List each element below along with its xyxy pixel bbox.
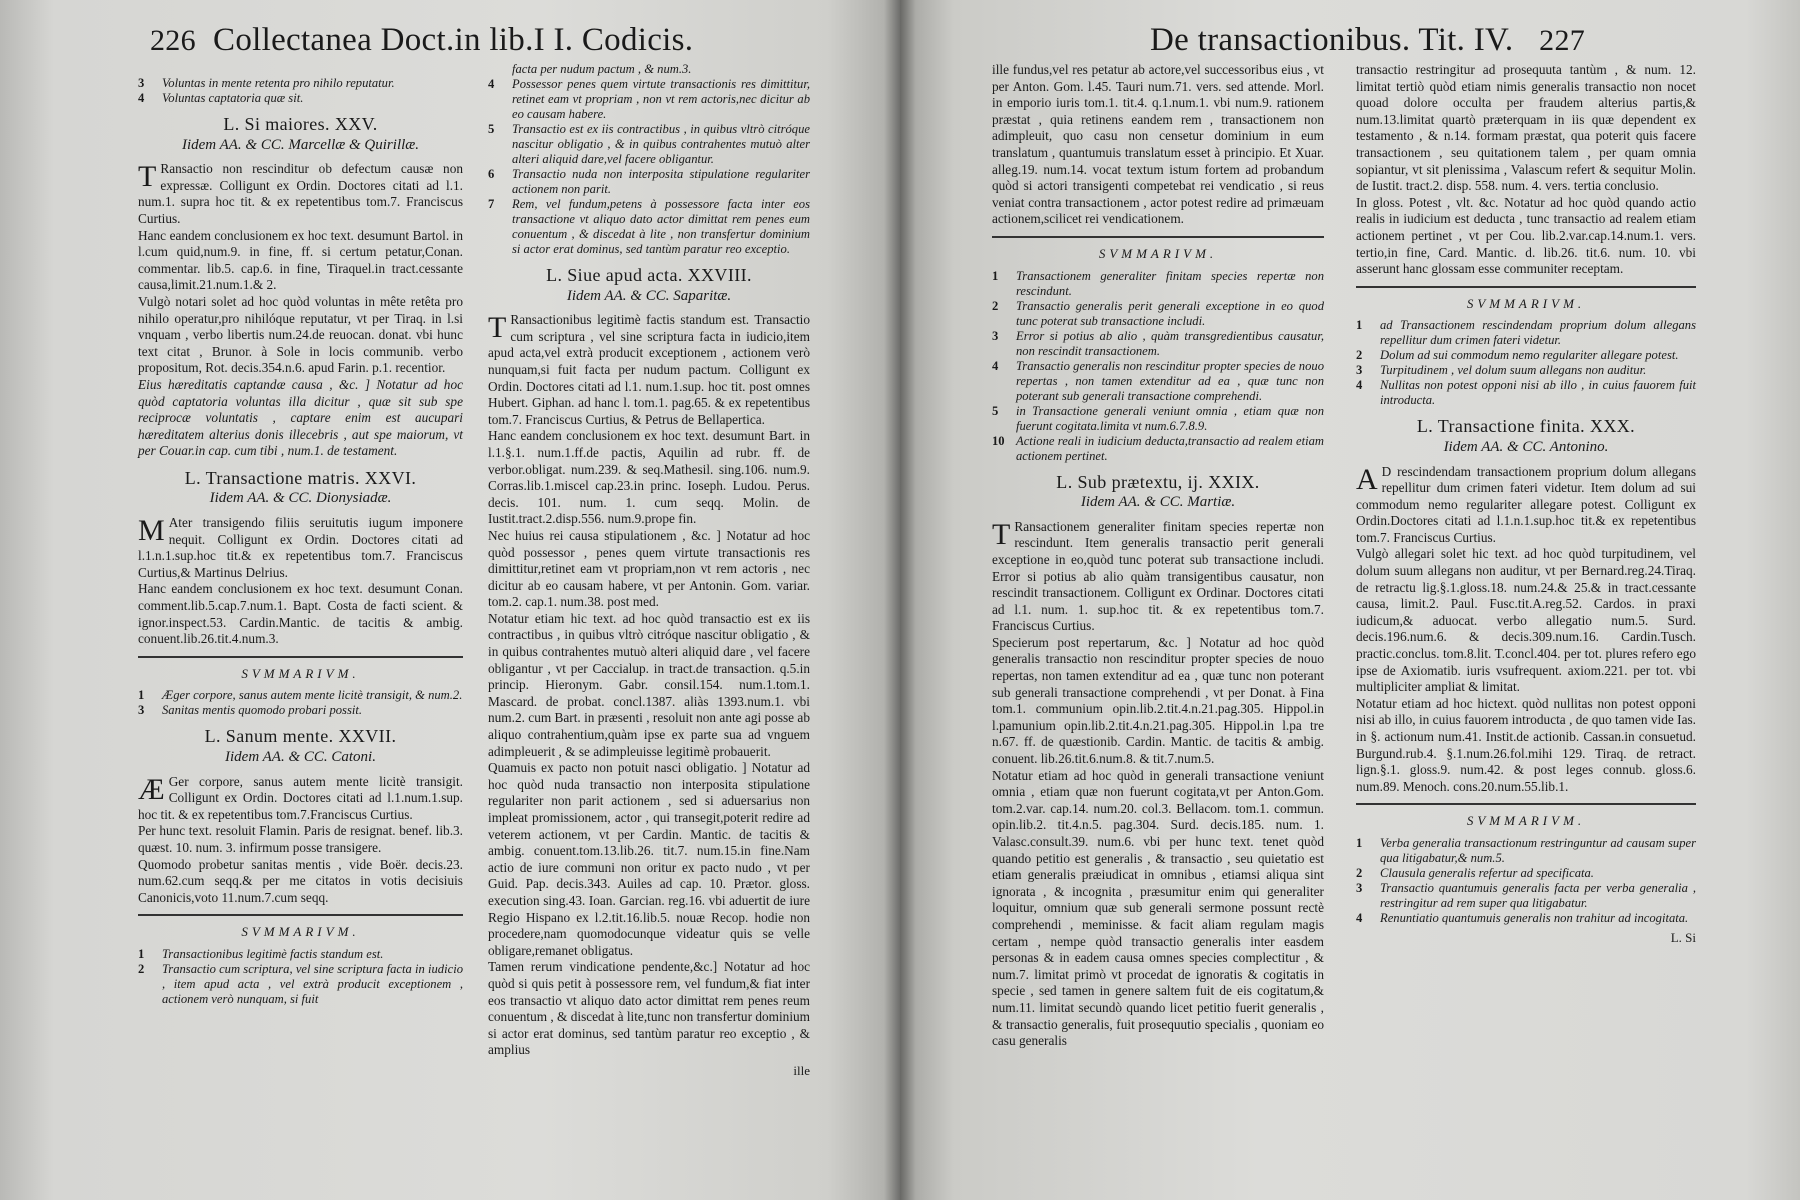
paragraph: Vulgò allegari solet hic text. ad hoc quòd turpitudinem, vel dolum suum allegans non auditur, vt per Bernard.reg.24.Tiraq. de retractu lig.§.1.gloss.18. num.24.& 25.& in tract.cessante causa, limit.2. Paul. Fusc.tit.A.reg.52. Cardos. in praxi iudicum,& aduocat. verbo allegatio num.5. Surd. decis.196.num.6. & decis.309.num.16. Cardin.Tusch. practic.conclus. tom.8.lit. T.concl.404. per tot. plures refero ego ipse de Axiomatib. iuris vsufrequent. axiom.221. per tot. vbi multipliciter ampliat & limitat.: [1356, 546, 1696, 695]
summary-entry: [138, 91, 463, 106]
entry-number: 4: [138, 91, 145, 105]
divider: [992, 236, 1324, 238]
summary-heading: SVMMARIVM.: [1098, 245, 1218, 261]
entry-number: 4: [1356, 910, 1363, 925]
summary-entry: [992, 404, 1324, 434]
entry-number: 6: [488, 167, 495, 181]
left-column-1: [138, 76, 463, 1007]
entry-number: 2: [138, 961, 145, 976]
entry-text: Transactionibus legitimè factis standum est.: [162, 946, 384, 961]
entry-text: Nullitas non potest opponi nisi ab illo , in cuius fauorem fuit introducta.: [1380, 378, 1696, 408]
entry-text: Transactio generalis non rescinditur propter species de nouo repertas , non tamen extenditur ad ea , quæ tunc non poterant sub generali transactione comprehendi.: [1016, 358, 1324, 403]
paragraph: Eius hæreditatis captandæ causa , &c. ] Notatur ad hoc quòd captatoria voluntas illa dicitur , quæ sit sub spe reciprocæ voluntatis , captare enim est aucupari hæreditatem alterius donis illecebris , aut spe maiorum, vt per Couar.in cap. cum tibi , num.1. de testament.: [138, 376, 463, 459]
entry-text: Renuntiatio quantumuis generalis non trahitur ad incogitata.: [1380, 910, 1689, 925]
summary-entry: [138, 688, 463, 703]
summary-list: [1356, 836, 1696, 926]
summary-entry: [488, 197, 810, 257]
entry-number: 1: [992, 268, 999, 283]
paragraph: T Ransactio non rescinditur ob defectum causæ non expressæ. Colligunt ex Ordin. Doctores citati ad l.1. num.1. supra hoc tit. & ex repetentibus tom.7. Franciscus Curtius.: [138, 160, 463, 226]
section-title: L. Si maiores. XXV.: [223, 114, 378, 134]
entry-number: 1: [1356, 318, 1363, 333]
summary-entry: [488, 167, 810, 197]
summary-entry: [488, 62, 810, 77]
paragraph: T Ransactionem generaliter finitam species repertæ non rescindunt. Item generalis transactio perit generali exceptione in eo,quòd tunc poterat sub transactione includi. Error si potius ab alio quàm transigentibus causatur, non rescindit transactionem. Colligunt ex Ordinar. Doctores citati ad l.1. num. 1. sup.hoc tit. & ex repetentibus tom.7. Franciscus Curtius.: [992, 517, 1324, 634]
paragraph: Quamuis ex pacto non potuit nasci obligatio. ] Notatur ad hoc quòd nuda transactio non interposita stipulatione regulariter non parit actionem , sed si aduersarius non impleat promissionem, actor , qui transegit,poterit redire ad veterem actionem, vt per Cardin. Mantic. de tacitis & ambig. conuent.tom.13.lib.26. tit.7. num.15.in fine.Nam actio de iure communi non oritur ex pacto nudo , vt per Guid. Pap. decis.343. Auiles ad cap. 10. Prætor. gloss. execution sing.43. Ioan. Garcian. reg.16. vbi aduertit de iure Regio Hispano ex l.2.tit.16.lib.5. nouæ Recop. hodie non procedere,nam quomodocunque videatur quis se velle obligare,remanet obligatus.: [488, 760, 810, 958]
right-page: [900, 0, 1800, 1200]
drop-cap: T: [488, 311, 507, 345]
paragraph: Per hunc text. resoluit Flamin. Paris de resignat. benef. lib.3. quæst. 10. num. 3. infirmum posse transigere.: [138, 823, 463, 855]
entry-number: 2: [992, 298, 999, 313]
section-title: L. Transactione finita. XXX.: [1416, 416, 1636, 437]
entry-number: 1: [138, 946, 145, 961]
summary-entry: [138, 703, 463, 718]
entry-text: Transactio quantumuis generalis facta per verba generalia , restringitur ad rem super qua litigabatur.: [1380, 880, 1696, 910]
left-running-title: Collectanea Doct.in lib.I I. Codicis.: [213, 22, 694, 58]
entry-text: Clausula generalis refertur ad specificata.: [1380, 865, 1594, 880]
catchword: ille: [793, 1062, 810, 1078]
entry-number: 1: [1356, 835, 1363, 850]
summary-heading: SVMMARIVM.: [1466, 295, 1586, 311]
drop-cap: M: [138, 514, 165, 548]
section-subtitle: Iidem AA. & CC. Dionysiadæ.: [209, 490, 392, 507]
summary-heading: SVMMARIVM.: [241, 665, 360, 681]
left-folio: 226: [150, 24, 196, 57]
summary-entry: [1356, 836, 1696, 866]
paragraph: Hanc eandem conclusionem ex hoc text. desumunt Bart. in l.1.§.1. num.1.ff.de pactis, Aquilin ad rubr. ff. de verbor.obligat. num.239. & seq.Mathesil. sing.106. num.9. Corras.lib.1.miscel cap.23.in princ. Ioseph. Ludou. Perus. decis. 101. num. 1. cum seqq. Molin. de Iustit.tract.2.disp.556. num.9.prope fin.: [488, 428, 810, 527]
paragraph: Nec huius rei causa stipulationem , &c. ] Notatur ad hoc quòd possessor , penes quem virtute transactionis res dimittitur,retinet eam vt propriam,non vt rem actoris , nec dicitur ab eo causam habere, vt per Antonin. Gom. variar. tom.2. cap.1. num.38. post med.: [488, 527, 810, 610]
paragraph: Vulgò notari solet ad hoc quòd voluntas in mête retêta pro nihilo operatur,pro nihilóque reputatur, vt per Tiraq. in l.si vnquam , verbo libertis num.24.de reuocan. donat. vbi hunc text citat , Brunor. à Sole in locis communib. verbo propositum, Rot. decis.354.n.6. apud Farin. p.1. recentior.: [138, 293, 463, 376]
section-title: L. Siue apud acta. XXVIII.: [546, 265, 752, 285]
entry-text: Æger corpore, sanus autem mente licitè transigit, & num.2.: [162, 688, 463, 703]
entry-number: 3: [1356, 880, 1363, 895]
summary-entry: [488, 122, 810, 167]
paragraph: A D rescindendam transactionem proprium dolum allegans repellitur dum crimen fateri videtur. Item dolum ad sui commodum nemo regulariter allegare potest. Colligunt ex Ordin.Doctores citati ad l.1.n.1.sup.hoc tit.& ex repetentibus tom.7. Franciscus Curtius.: [1356, 462, 1696, 545]
paragraph: Æ Ger corpore, sanus autem mente licitè transigit. Colligunt ex Ordin. Doctores citati ad l.1.num.1.sup. hoc tit. & ex repetentibus tom.7.Franciscus Curtius.: [138, 772, 463, 822]
summary-list: [1356, 318, 1696, 408]
entry-text: Transactio nuda non interposita stipulatione regulariter actionem non parit.: [512, 167, 810, 196]
section-subtitle: Iidem AA. & CC. Marcellæ & Quirillæ.: [181, 136, 420, 153]
entry-number: 4: [488, 77, 495, 91]
paragraph: transactio restringitur ad prosequuta tantùm , & num. 12. limitat tertiò quòd etiam nimis generalis transactio non nocet quoad dolore occulta per fraudem alterius partis,& num.13.limitat quartò præterquam in iis quæ dependent ex testamento , & n.14. formam præstat, qua poterit quis facere transactionem , seu quitationem talem , per quam omnia sopiantur, vt sit plenissima , Valascum refert & sequitur Molin. de Iustit. tract.2. disp. 558. num. 4. vers. tertia conclusio.: [1356, 62, 1696, 194]
entry-text: ad Transactionem rescindendam proprium dolum allegans repellitur dum crimen fateri videtur.: [1380, 318, 1696, 348]
paragraph: ille fundus,vel res petatur ab actore,vel successoribus eius , vt per Anton. Gom. l.45. Tauri num.71. vers. sed attende. Morl. in emporio iuris tom.1. tit.4. q.1.num.1. vbi num.9. rationem præstat , quia retinens eandem rem , transactionem non adimpleuit, quo casu non censetur dominium in eum translatum , quantumuis translatum esset à principio. Et Xuar. alleg.19. num.14. vocat textum istum fortem ad probandum quòd si actori transigenti competebat rei vendicatio , si reus veniat contra transactionem , actor potest redire ad primæuam actionem,scilicet rei vendicationem.: [992, 62, 1324, 227]
entry-number: 7: [488, 197, 495, 211]
divider: [1356, 803, 1696, 805]
left-column-2: [488, 62, 810, 1080]
entry-text: Error si potius ab alio , quàm transgredientibus causatur, non rescindit transactionem.: [1016, 328, 1324, 358]
summary-entry: [992, 299, 1324, 329]
divider: [1356, 286, 1696, 288]
entry-text: Transactio est ex iis contractibus , in quibus vltrò citróque nascitur obligatio , & in quibus contrahentes mutuò alter alteri aliquid dare,vel facere obligantur.: [512, 122, 810, 166]
divider: [138, 914, 463, 916]
right-running-head: [1150, 22, 1585, 59]
summary-entry: [488, 77, 810, 122]
entry-text: Actione reali in iudicium deducta,transactio ad realem etiam actionem pertinet.: [1016, 433, 1324, 463]
entry-number: 3: [138, 703, 145, 718]
entry-text: Transactio generalis perit generali exceptione in eo quod tunc poterat sub transactione includi.: [1016, 298, 1324, 328]
divider: [138, 656, 463, 658]
summary-entry: [138, 76, 463, 91]
entry-number: [488, 62, 506, 77]
summary-entry: [138, 947, 463, 962]
summary-entry: [138, 962, 463, 1007]
paragraph: Notatur etiam hic text. ad hoc quòd transactio est ex iis contractibus , in quibus vltrò citróque nascitur obligatio , & in quibus contrahentes mutuò alteri aliquid dare , vel facere obligantur , vt per Caccialup. in tract.de transaction. q.5.in princip. Hieronym. Gabr. consil.154. num.1.tom.1. Mascard. de probat. concl.1387. aliàs 1393.num.1. vbi num.2. cum Bart. in præsenti , resoluit non ante agi posse ab aliquo contrahentium,quàm ipse ex parte sua ad vnguem adimpleuerit , & se adimpleuisse legitimè probauerit.: [488, 610, 810, 759]
entry-text: Sanitas mentis quomodo probari possit.: [162, 703, 362, 718]
entry-text: Rem, vel fundum,petens à possessore facta inter eos transactione vt aliquo dato actor dimittat rem penes eum conuentum , & discedat à lite , non transfertur dominium si actor erat dominus, sed tantùm paratur reo exceptio.: [512, 197, 810, 256]
paragraph: Notatur etiam ad hoc hictext. quòd nullitas non potest opponi nisi ab illo, in cuius fauorem introducta , de quo tamen vide Ias. in §. actionum num.41. Instit.de actionib. Cassan.in consuetud. Burgund.rub.4. §.1.num.26.fol.mihi 129. Tiraq. de retract. lign.§.1. gloss.9. num.42. & post leges connub. gloss.6. num.89. Menoch. cons.20.num.55.lib.1.: [1356, 695, 1696, 794]
section-title: L. Sanum mente. XXVII.: [204, 726, 397, 747]
paragraph: In gloss. Potest , vlt. &c. Notatur ad hoc quòd quando actio realis in iudicium est deducta , tunc transactio ad realem etiam actionem pertinet , vt per Cou. lib.2.var.cap.14.num.1. vers. tertio,in fine, Card. Mantic. d. lib.26. tit.6. num. 10. vbi asserunt hanc glossam esse communiter receptam.: [1356, 194, 1696, 277]
entry-number: 3: [992, 328, 999, 343]
right-folio: 227: [1539, 24, 1586, 57]
drop-cap: A: [1356, 462, 1378, 496]
drop-cap: T: [138, 160, 157, 194]
summary-entry: [1356, 318, 1696, 348]
entry-number: 3: [138, 76, 145, 90]
paragraph: Quomodo probetur sanitas mentis , vide Boër. decis.23. num.62.cum seqq.& per me citatos in votis decisiuis Canonicis,voto 11.num.7.cum seqq.: [138, 856, 463, 905]
entry-number: 5: [488, 122, 495, 136]
section-title: L. Transactione matris. XXVI.: [184, 467, 417, 488]
summary-entry: [1356, 911, 1696, 926]
entry-text: Voluntas captatoria quæ sit.: [162, 91, 304, 105]
paragraph: Tamen rerum vindicatione pendente,&c.] Notatur ad hoc quòd si quis petit à possessore rem, vel fundum,& fiat inter eos transactio vt aliquo dato actor dimittat rem penes reum conuentum , & discedat à lite,tunc non transfertur dominium si actor erat dominus, sed tantùm paratur reo exceptio , & amplius: [488, 959, 811, 1058]
summary-entry: [992, 434, 1324, 464]
entry-number: 1: [138, 688, 145, 703]
entry-number: 3: [1356, 363, 1363, 378]
entry-number: 10: [992, 433, 1005, 448]
left-running-head: [150, 22, 693, 59]
entry-text: Verba generalia transactionum restringuntur ad causam super qua litigabatur,& num.5.: [1380, 835, 1696, 865]
paragraph: Hanc eandem conclusionem ex hoc text. desumunt Conan. comment.lib.5.cap.7.num.1. Bapt. Costa de facti scient. & ignor.inspect.53. Cardin.Mantic. de tacitis & ambig. conuent.lib.26.tit.4.num.3.: [138, 581, 463, 647]
summary-entry: [1356, 881, 1696, 911]
entry-number: 2: [1356, 865, 1363, 880]
right-running-title: De transactionibus. Tit. IV.: [1150, 22, 1514, 58]
summary-entry: [1356, 363, 1696, 378]
summary-list: [138, 76, 463, 106]
summary-list: [138, 688, 463, 718]
section-subtitle: Iidem AA. & CC. Martiæ.: [1080, 494, 1236, 511]
entry-text: Transactio cum scriptura, vel sine scriptura facta in iudicio , item apud acta , vel extrà producit exceptionem , actionem verò nunquam, si fuit: [162, 961, 463, 1006]
entry-text: in Transactione generali veniunt omnia , etiam quæ non fuerunt cogitata.limita vt num.6.7.8.9.: [1016, 403, 1324, 433]
entry-text: facta per nudum pactum , & num.3.: [512, 62, 692, 76]
right-column-2: [1356, 62, 1696, 947]
summary-heading: SVMMARIVM.: [1466, 813, 1586, 829]
section-subtitle: Iidem AA. & CC. Catoni.: [225, 749, 376, 765]
summary-entry: [1356, 378, 1696, 408]
summary-heading: SVMMARIVM.: [241, 924, 360, 940]
entry-number: 4: [1356, 378, 1363, 393]
entry-number: 2: [1356, 348, 1363, 363]
right-column-1: [992, 62, 1324, 1050]
summary-entry: [1356, 348, 1696, 363]
entry-number: 5: [992, 403, 999, 418]
section-subtitle: Iidem AA. & CC. Saparitæ.: [566, 287, 732, 304]
summary-entry: [992, 359, 1324, 404]
paragraph: Hanc eandem conclusionem ex hoc text. desumunt Bartol. in l.cum quid,num.9. in fine, ff. si certum petatur,Conan. commentar. lib.5. cap.6. in fine, Tiraquel.in tract.cessante causa,limit.21.num.1.& 2.: [138, 227, 463, 293]
summary-list: [992, 269, 1324, 464]
section-title: L. Sub prætextu, ij. XXIX.: [1056, 471, 1260, 492]
section-subtitle: Iidem AA. & CC. Antonino.: [1443, 438, 1609, 455]
drop-cap: Æ: [138, 772, 165, 806]
summary-list: [488, 62, 810, 257]
entry-text: Transactionem generaliter finitam species repertæ non rescindunt.: [1016, 268, 1324, 298]
entry-text: Possessor penes quem virtute transactionis res dimittitur, retinet eam vt propriam , non vt rem actoris,nec dicitur ab eo causam habere.: [512, 77, 810, 121]
entry-text: Voluntas in mente retenta pro nihilo reputatur.: [162, 76, 395, 90]
paragraph: M Ater transigendo filiis seruitutis iugum imponere nequit. Colligunt ex Ordin. Doctores citati ad l.1.n.1.sup.hoc tit.& ex repetentibus tom.7. Franciscus Curtius,& Martinus Delrius.: [138, 514, 463, 580]
summary-entry: [992, 269, 1324, 299]
paragraph: Specierum post repertarum, &c. ] Notatur ad hoc quòd generalis transactio non rescinditur propter species de nouo repertas, non tamen extenditur ad ea , quæ tunc non poterant sub generali transactione comprehendi , vt per Donat. à Fina tom.1. communium opin.lib.2.tit.4.n.21.pag.305. Hippol.in l.pamunium opin.lib.2.tit.4.n.21.pag.305. Hippol.in l.pa tre n.67. ff. de quæstionib. Cardin. Mantic. de tacitis & ambig. conuent. lib.26.tit.6.num.8. & tit.7.num.5.: [992, 634, 1324, 767]
drop-cap: T: [992, 517, 1011, 551]
summary-entry: [992, 329, 1324, 359]
summary-entry: [1356, 866, 1696, 881]
paragraph: Notatur etiam ad hoc quòd in generali transactione veniunt omnia , etiam quæ non fuerunt cogitata,vt per Anton.Gom. tom.2.var. cap.14. num.20. col.3. Bellacom. tom.1. commun. opin.lib.2. tit.4.n.5. pag.304. Surd. decis.185. num. 1. Valasc.consult.39. num.6. vbi per hunc text. tenet quòd quando petitio est generalis , & transactio , seu quietatio est etiam generalis præiudicat in omnibus , etiamsi aliqua sint ignorata , & incognita , præsumitur enim qui generaliter loquitur, omnium quæ sub generali sermone possunt rectè comprehendi , meminisse. & facit aliam regulam magis certam , nempe quòd transactio generalis inter easdem personas & in eadem causa omnes species complectitur , & num.7. limitat primò vt procedat de ignoratis & cogitatis in specie , sed tamen in genere saltem fuit de eis cogitatum,& num.11. limitat secundò quando licet petitio fuerit generalis , & transactio generalis, fuit prosequutio specialis , quoniam eo casu generalis: [992, 767, 1324, 1049]
book-gutter-shadow: [884, 0, 916, 1200]
paragraph: T Ransactionibus legitimè factis standum est. Transactio cum scriptura , vel sine scriptura facta in iudicio,item apud acta,vel extrà producit exceptionem , actionem verò nunquam,si fuit facta per nudum pactum. Colligunt ex Ordin. Doctores citati ad l.1. num.1.sup. hoc tit. post omnes Hubert. Giphan. ad hanc l. tom.1. pag.65. & ex repetentibus tom.7. Franciscus Curtius, & Petrus de Bellapertica.: [488, 311, 810, 427]
entry-text: Dolum ad sui commodum nemo regulariter allegare potest.: [1380, 348, 1679, 363]
entry-number: 4: [992, 358, 999, 373]
entry-text: Turpitudinem , vel dolum suum allegans non auditur.: [1380, 363, 1647, 378]
catchword: L. Si: [1670, 929, 1696, 945]
summary-list: [138, 947, 463, 1007]
